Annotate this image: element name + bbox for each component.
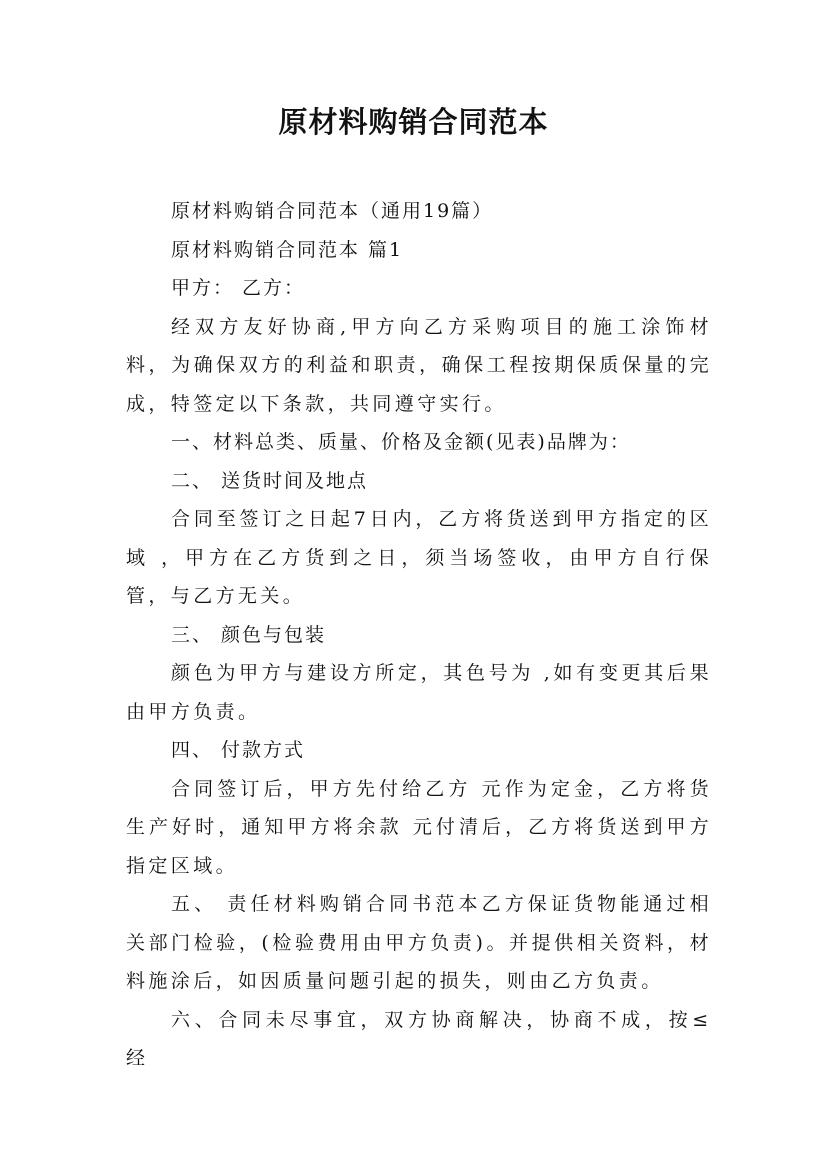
paragraph-clause-4-body: 合同签订后，甲方先付给乙方 元作为定金，乙方将货生产好时，通知甲方将余款 元付清后，乙方将货送到甲方指定区域。 [126, 777, 712, 877]
paragraph-clause-6: 六、合同未尽事宜，双方协商解决，协商不成，按≤经 [126, 1008, 712, 1069]
paragraph-clause-3-body: 颜色为甲方与建设方所定，其色号为 ,如有变更其后果由甲方负责。 [126, 662, 712, 723]
paragraph-clause-2-heading: 二、 送货时间及地点 [171, 469, 369, 492]
paragraph-clause-5: 五、 责任材料购销合同书范本乙方保证货物能通过相关部门检验，(检验费用由甲方负责)。并提供相关资料，材料施涂后，如因质量问题引起的损失，则由乙方负责。 [126, 893, 712, 992]
document-title: 原材料购销合同范本 [278, 105, 549, 139]
paragraph-clause-3-heading: 三、 颜色与包装 [171, 623, 327, 646]
paragraph-heading-general: 原材料购销合同范本（通用19篇） [171, 200, 494, 222]
paragraph-clause-4-heading: 四、 付款方式 [171, 739, 306, 761]
document-body [126, 192, 712, 1078]
paragraph-intro: 经双方友好协商,甲方向乙方采购项目的施工涂饰材料，为确保双方的利益和职责，确保工程按期保质保量的完成，特签定以下条款，共同遵守实行。 [126, 315, 712, 415]
paragraph-clause-2-body: 合同至签订之日起7日内，乙方将货送到甲方指定的区域 ，甲方在乙方货到之日，须当场签收，由甲方自行保管，与乙方无关。 [126, 508, 712, 607]
paragraph-clause-1: 一、材料总类、质量、价格及金额(见表)品牌为： [171, 431, 631, 453]
paragraph-article-1: 原材料购销合同范本 篇1 [171, 238, 404, 261]
paragraph-parties: 甲方： 乙方： [171, 277, 306, 299]
